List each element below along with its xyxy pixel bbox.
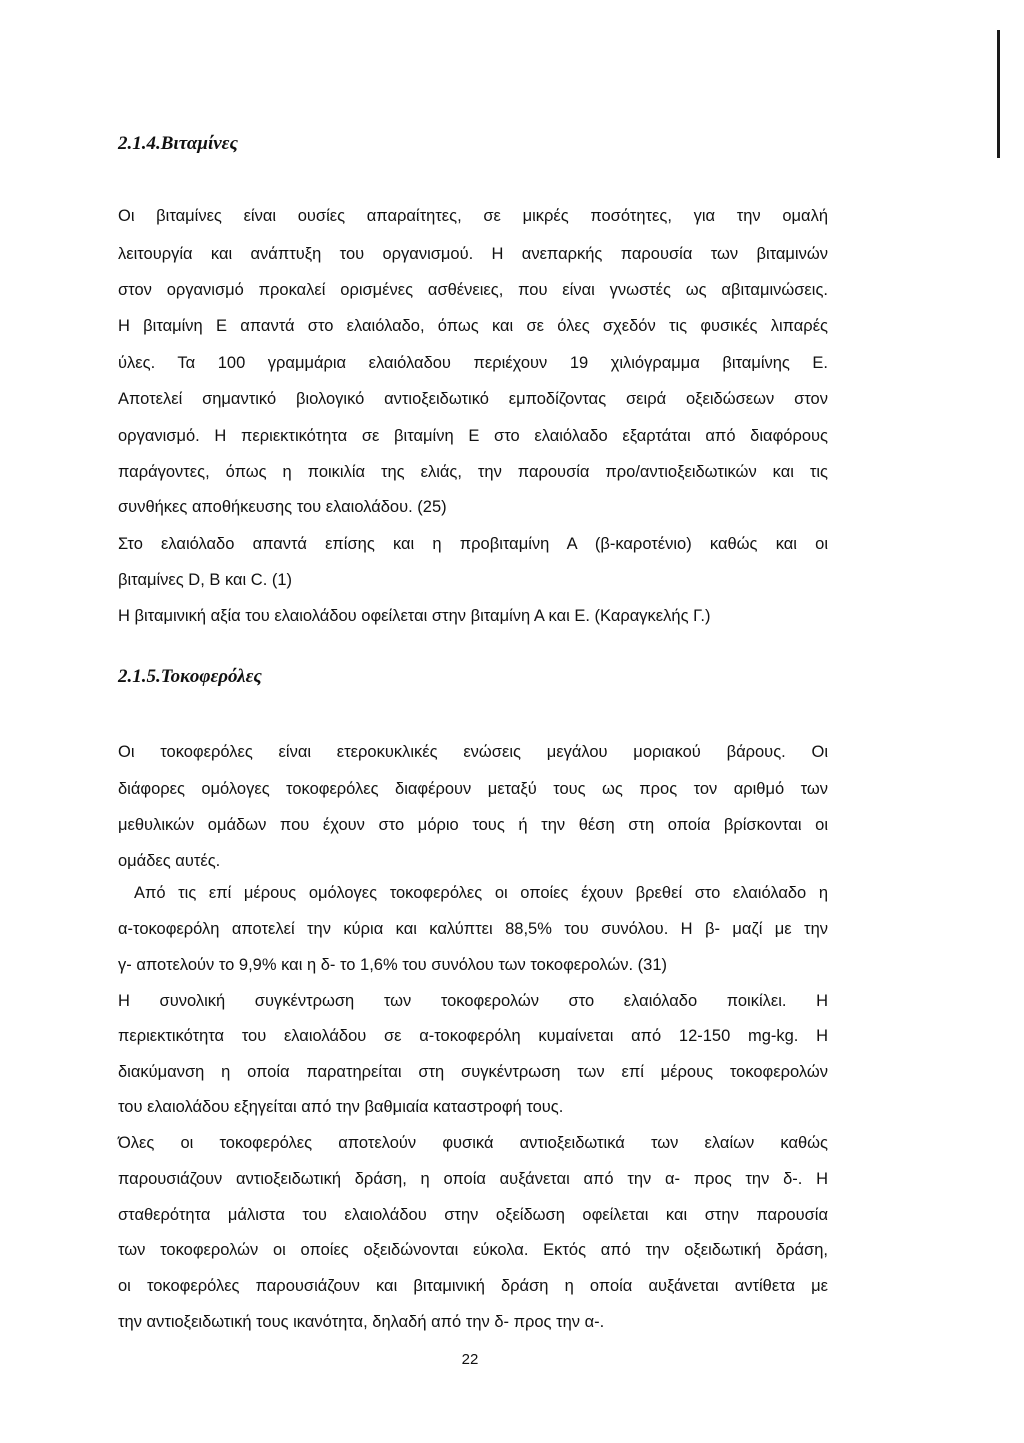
paragraph-line: Η βιταμινική αξία του ελαιολάδου οφείλεται στην βιταμίνη Α και Ε. (Καραγκελής Γ.) (118, 607, 711, 625)
paragraph-line: ύλες. Τα 100 γραμμάρια ελαιόλαδου περιέχουν 19 χιλιόγραμμα βιταμίνης Ε. (118, 354, 828, 372)
heading-tocopherols: 2.1.5.Τοκοφερόλες (118, 666, 262, 687)
paragraph-line: Αποτελεί σημαντικό βιολογικό αντιοξειδωτικό εμποδίζοντας σειρά οξειδώσεων στον (118, 390, 828, 408)
paragraph-line: Οι τοκοφερόλες είναι ετεροκυκλικές ενώσεις μεγάλου μοριακού βάρους. Οι (118, 743, 828, 761)
paragraph-line: Από τις επί μέρους ομόλογες τοκοφερόλες οι οποίες έχουν βρεθεί στο ελαιόλαδο η (134, 884, 828, 902)
paragraph-line: διάφορες ομόλογες τοκοφερόλες διαφέρουν μεταξύ τους ως προς τον αριθμό των (118, 780, 828, 798)
paragraph-line: περιεκτικότητα του ελαιολάδου σε α-τοκοφερόλη κυμαίνεται από 12-150 mg-kg. Η (118, 1027, 828, 1045)
paragraph-line: γ- αποτελούν το 9,9% και η δ- το 1,6% του συνόλου των τοκοφερολών. (31) (118, 956, 668, 974)
heading-vitamins: 2.1.4.Βιταμίνες (118, 133, 238, 154)
paragraph-line: Η συνολική συγκέντρωση των τοκοφερολών στο ελαιόλαδο ποικίλει. Η (118, 992, 828, 1010)
paragraph-line: μεθυλικών ομάδων που έχουν στο μόριο τους ή την θέση στη οποία βρίσκονται οι (118, 816, 828, 834)
paragraph-line: την αντιοξειδωτική τους ικανότητα, δηλαδή από την δ- προς την α-. (118, 1313, 605, 1331)
paragraph-line: Στο ελαιόλαδο απαντά επίσης και η προβιταμίνη Α (β-καροτένιο) καθώς και οι (118, 535, 828, 553)
paragraph-line: διακύμανση η οποία παρατηρείται στη συγκέντρωση των επί μέρους τοκοφερολών (118, 1063, 828, 1081)
paragraph-line: στον οργανισμό προκαλεί ορισμένες ασθένειες, που είναι γνωστές ως αβιταμινώσεις. (118, 281, 828, 299)
paragraph-line: του ελαιολάδου εξηγείται από την βαθμιαία καταστροφή τους. (118, 1098, 564, 1116)
paragraph-line: λειτουργία και ανάπτυξη του οργανισμού. Η ανεπαρκής παρουσία των βιταμινών (118, 245, 828, 263)
paragraph-line: Οι βιταμίνες είναι ουσίες απαραίτητες, σε μικρές ποσότητες, για την ομαλή (118, 207, 828, 225)
paragraph-line: βιταμίνες D, B και C. (1) (118, 571, 293, 589)
paragraph-line: ομάδες αυτές. (118, 852, 221, 870)
page-edge-line (997, 30, 1000, 158)
paragraph-line: παράγοντες, όπως η ποικιλία της ελιάς, την παρουσία προ/αντιοξειδωτικών και τις (118, 463, 828, 481)
paragraph-line: Όλες οι τοκοφερόλες αποτελούν φυσικά αντιοξειδωτικά των ελαίων καθώς (118, 1134, 828, 1152)
page-number: 22 (461, 1351, 479, 1368)
paragraph-line: σταθερότητα μάλιστα του ελαιολάδου στην οξείδωση οφείλεται και στην παρουσία (118, 1206, 828, 1224)
paragraph-line: α-τοκοφερόλη αποτελεί την κύρια και καλύπτει 88,5% του συνόλου. Η β- μαζί με την (118, 920, 828, 938)
paragraph-line: οι τοκοφερόλες παρουσιάζουν και βιταμινική δράση η οποία αυξάνεται αντίθετα με (118, 1277, 828, 1295)
paragraph-line: Η βιταμίνη Ε απαντά στο ελαιόλαδο, όπως και σε όλες σχεδόν τις φυσικές λιπαρές (118, 317, 828, 335)
paragraph-line: παρουσιάζουν αντιοξειδωτική δράση, η οποία αυξάνεται από την α- προς την δ-. Η (118, 1170, 828, 1188)
paragraph-line: των τοκοφερολών οι οποίες οξειδώνονται εύκολα. Εκτός από την οξειδωτική δράση, (118, 1241, 828, 1259)
paragraph-line: οργανισμό. Η περιεκτικότητα σε βιταμίνη Ε στο ελαιόλαδο εξαρτάται από διαφόρους (118, 427, 828, 445)
paragraph-line: συνθήκες αποθήκευσης του ελαιολάδου. (25) (118, 498, 447, 516)
